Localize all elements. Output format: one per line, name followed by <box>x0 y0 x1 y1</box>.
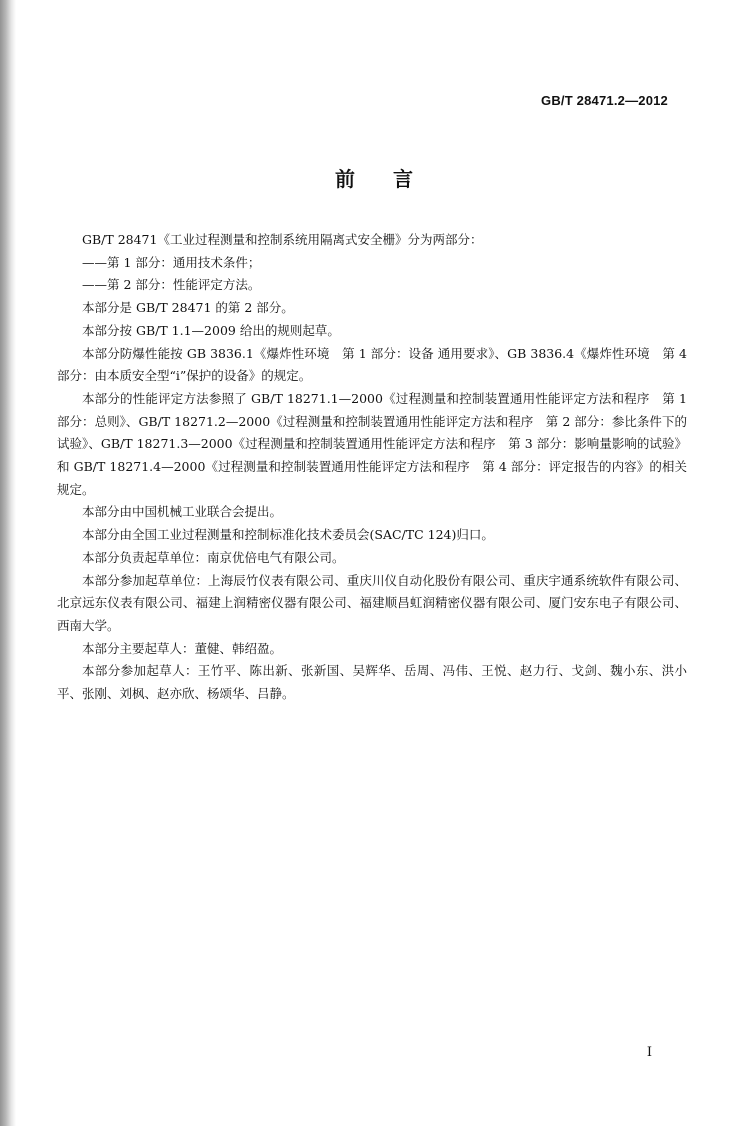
paragraph-lead-drafter: 本部分负责起草单位：南京优倍电气有限公司。 <box>82 549 345 565</box>
paragraph-drafting-rules: 本部分按 GB/T 1.1—2009 给出的规则起草。 <box>82 322 340 338</box>
paragraph-part-statement: 本部分是 GB/T 28471 的第 2 部分。 <box>82 300 294 316</box>
paragraph-participating-units: 本部分参加起草单位：上海辰竹仪表有限公司、重庆川仪自动化股份有限公司、重庆宇通系统软件有限公司、北京远东仪表有限公司、福建上润精密仪器有限公司、福建顺昌虹润精密仪器有限公司、厦门安东电子有限公司、西南大学。 <box>57 572 687 633</box>
paragraph-part2-item: ——第 2 部分：性能评定方法。 <box>82 277 261 293</box>
paragraph-part1-item: ——第 1 部分：通用技术条件； <box>82 254 261 270</box>
paragraph-references: 本部分的性能评定方法参照了 GB/T 18271.1—2000《过程测量和控制装置通用性能评定方法和程序 第 1 部分：总则》、GB/T 18271.2—2000《过程测量和控制装置通用性能评定方法和程序 第 2 部分：参比条件下的试验》、GB/T 18271.3—2000《过程测量和控制装置通用性能评定方法和程序 第 3 部分：影响量影响的试验》和 GB/T 18271.4—2000《过程测量和控制装置通用性能评定方法和程序 第 4 部分：评定报告的内容》的相关规定。 <box>57 390 687 497</box>
page-title: 前言 <box>335 167 451 191</box>
paragraph-main-drafters: 本部分主要起草人：董健、韩绍盈。 <box>82 640 283 656</box>
paragraph-participating-drafters: 本部分参加起草人：王竹平、陈出新、张新国、吴辉华、岳周、冯伟、王悦、赵力行、戈剑、魏小东、洪小平、张刚、刘枫、赵亦欣、杨颂华、吕静。 <box>57 663 687 702</box>
page-number: I <box>646 1045 652 1060</box>
paragraph-explosion-proof: 本部分防爆性能按 GB 3836.1《爆炸性环境 第 1 部分：设备 通用要求》、GB 3836.4《爆炸性环境 第 4 部分：由本质安全型“i”保护的设备》的规定。 <box>57 345 687 384</box>
paragraph-centralized-by: 本部分由全国工业过程测量和控制标准化技术委员会(SAC/TC 124)归口。 <box>82 527 494 543</box>
paragraph-series-intro: GB/T 28471《工业过程测量和控制系统用隔离式安全栅》分为两部分： <box>82 232 483 247</box>
paragraph-proposed-by: 本部分由中国机械工业联合会提出。 <box>82 504 283 520</box>
foreword-body <box>57 229 687 706</box>
standard-number: GB/T 28471.2—2012 <box>541 93 668 108</box>
